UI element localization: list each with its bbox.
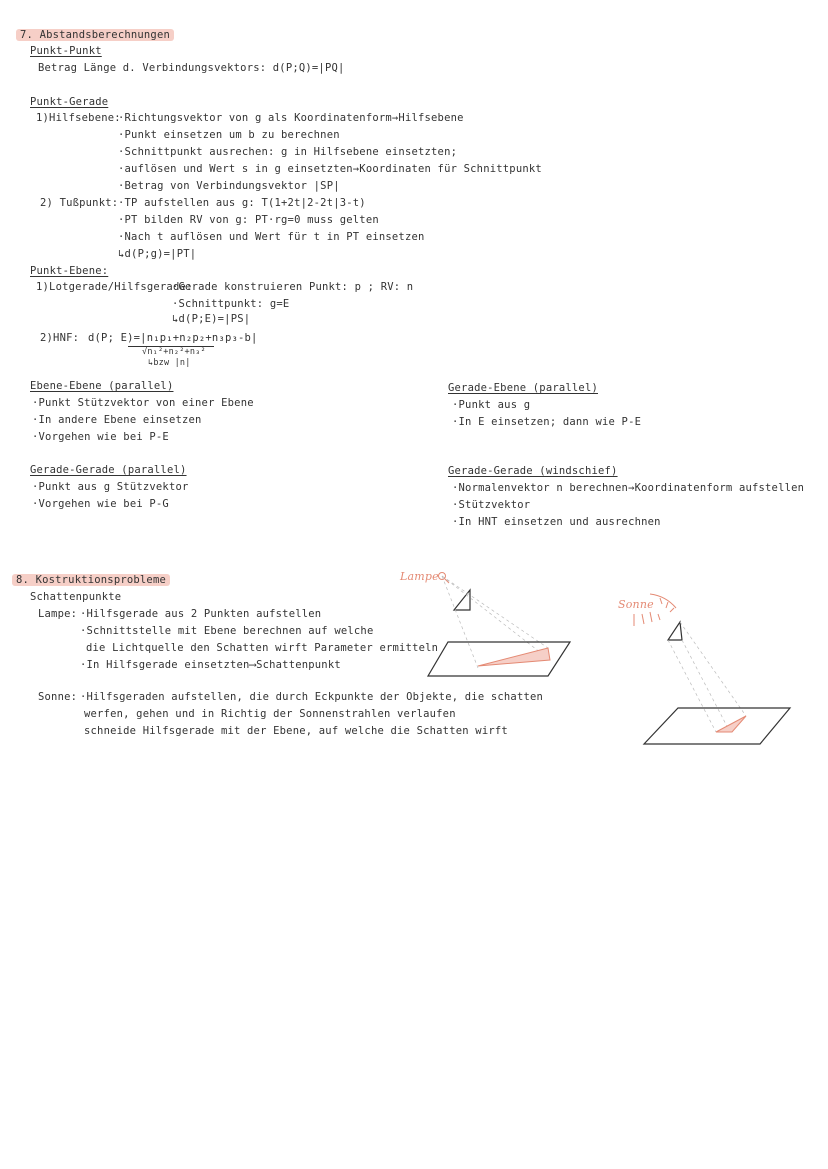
lampe-label: Lampe: (38, 608, 78, 620)
hilfsebene-item: ·auflösen und Wert s in g einsetzten→Koordinaten für Schnittpunkt (118, 163, 542, 175)
section-7-title: 7. Abstandsberechnungen (16, 28, 174, 42)
gerade-ebene-heading: Gerade-Ebene (parallel) (448, 382, 598, 394)
sun-icon (634, 594, 676, 626)
lotgerade-label: 1)Lotgerade/Hilfsgerade: (36, 281, 193, 293)
ebene-ebene-heading: Ebene-Ebene (parallel) (30, 380, 174, 392)
windschief-item: ·Normalenvektor n berechnen→Koordinatenform aufstellen (452, 482, 805, 494)
ebene-ebene-item: ·Vorgehen wie bei P-E (32, 431, 169, 443)
punkt-punkt-text: Betrag Länge d. Verbindungsvektors: d(P;Q)=|PQ| (38, 62, 345, 74)
gerade-gerade-windschief-heading: Gerade-Gerade (windschief) (448, 465, 618, 477)
hilfsebene-item: ·Schnittpunkt ausrechen: g in Hilfsebene einsetzten; (118, 146, 458, 158)
sonne-label: Sonne: (38, 691, 78, 703)
punkt-ebene-heading: Punkt-Ebene: (30, 265, 109, 277)
sun-ray (680, 622, 746, 716)
lampe-sketch-label: Lampe (400, 570, 439, 583)
sonne-sketch-label: Sonne (618, 598, 654, 611)
sonne-shadow-diagram (620, 590, 790, 750)
hnf-label: 2)HNF: (40, 332, 80, 344)
punkt-gerade-heading: Punkt-Gerade (30, 96, 109, 108)
gerade-gerade-parallel-item: ·Punkt aus g Stützvektor (32, 481, 189, 493)
hnf-formula: d(P; E)=|n₁p₁+n₂p₂+n₃p₃-b| (88, 332, 258, 344)
hilfsebene-item: ·Richtungsvektor von g als Koordinatenform→Hilfsebene (118, 112, 464, 124)
shadow-triangle (716, 716, 746, 732)
lampe-shadow-diagram (420, 568, 580, 688)
hilfsebene-item: ·Punkt einsetzen um b zu berechnen (118, 129, 340, 141)
sun-ray (682, 640, 730, 732)
fusspunkt-item: ·Nach t auflösen und Wert für t in PT einsetzen (118, 231, 425, 243)
lampe-item: ·Schnittstelle mit Ebene berechnen auf welche (80, 625, 374, 637)
lotgerade-item: ·Gerade konstruieren Punkt: p ; RV: n (172, 281, 414, 293)
hilfsebene-label: 1)Hilfsebene: (36, 112, 121, 124)
object-triangle (668, 622, 682, 640)
sonne-item: schneide Hilfsgerade mit der Ebene, auf welche die Schatten wirft (84, 725, 508, 737)
light-ray (442, 576, 548, 648)
light-ray (442, 576, 550, 660)
windschief-item: ·Stützvektor (452, 499, 531, 511)
lotgerade-item: ·Schnittpunkt: g=E (172, 298, 290, 310)
punkt-punkt-heading: Punkt-Punkt (30, 45, 102, 57)
lampe-item: ·Hilfsgerade aus 2 Punkten aufstellen (80, 608, 322, 620)
schattenpunkte-heading: Schattenpunkte (30, 591, 122, 603)
fusspunkt-label: 2) Tußpunkt: (40, 197, 119, 209)
fusspunkt-item: ↳d(P;g)=|PT| (118, 248, 197, 260)
hnf-denominator: √n₁²+n₂²+n₃² (142, 347, 206, 357)
windschief-item: ·In HNT einsetzen und ausrechnen (452, 516, 661, 528)
gerade-gerade-parallel-item: ·Vorgehen wie bei P-G (32, 498, 169, 510)
section-8-title: 8. Kostruktionsprobleme (12, 573, 170, 587)
fusspunkt-item: ·TP aufstellen aus g: T(1+2t|2-2t|3-t) (118, 197, 366, 209)
hnf-note: ↳bzw |n| (148, 358, 191, 368)
hilfsebene-item: ·Betrag von Verbindungsvektor |SP| (118, 180, 340, 192)
lotgerade-item: ↳d(P;E)=|PS| (172, 313, 251, 325)
light-ray (442, 576, 478, 668)
gerade-gerade-parallel-heading: Gerade-Gerade (parallel) (30, 464, 187, 476)
fusspunkt-item: ·PT bilden RV von g: PT·rg=0 muss gelten (118, 214, 379, 226)
ebene-ebene-item: ·In andere Ebene einsetzen (32, 414, 202, 426)
gerade-ebene-item: ·In E einsetzen; dann wie P-E (452, 416, 642, 428)
ebene-ebene-item: ·Punkt Stützvektor von einer Ebene (32, 397, 254, 409)
sun-ray (668, 640, 716, 732)
ground-plane (644, 708, 790, 744)
sonne-item: werfen, gehen und in Richtig der Sonnenstrahlen verlaufen (84, 708, 456, 720)
sonne-item: ·Hilfsgeraden aufstellen, die durch Eckpunkte der Objekte, die schatten (80, 691, 544, 703)
lampe-item: ·In Hilfsgerade einsetzten⟶Schattenpunkt (80, 659, 341, 671)
lampe-item: die Lichtquelle den Schatten wirft Parameter ermitteln (86, 642, 439, 654)
gerade-ebene-item: ·Punkt aus g (452, 399, 531, 411)
shadow-triangle (478, 648, 550, 666)
